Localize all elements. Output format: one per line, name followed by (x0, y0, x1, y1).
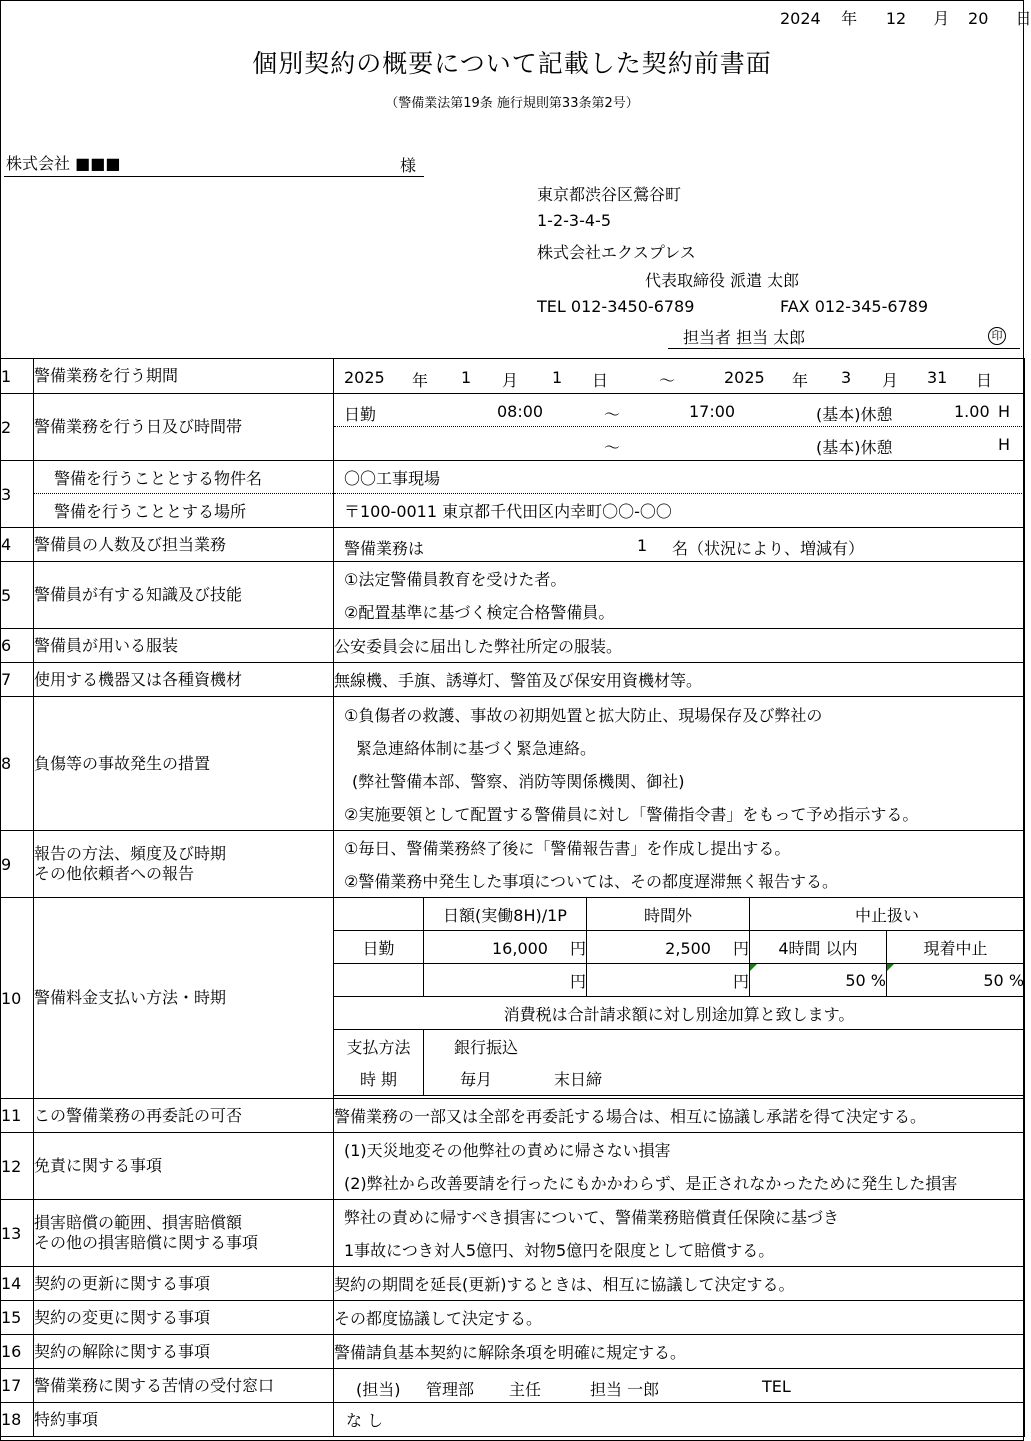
row-label: 警備員が用いる服装 (34, 629, 334, 663)
fee-table (333, 897, 1025, 1096)
pct-value: 50 (983, 970, 1004, 990)
row-number: 13 (1, 1200, 34, 1267)
end-day: 31 (927, 367, 948, 387)
exemption-line: (1)天災地変その他弊社の責めに帰さない損害 (344, 1141, 671, 1160)
property-label: 警備を行うこととする物件名 (34, 461, 333, 494)
row-number: 9 (1, 831, 34, 898)
damage-value (334, 1200, 1025, 1267)
date-year: 2024 (780, 9, 821, 28)
row-9 (1, 831, 1025, 898)
row-number: 17 (1, 1369, 34, 1403)
row-1 (1, 359, 1025, 394)
start-year-unit: 年 (412, 370, 429, 390)
sender-person: 担当者 担当 太郎 (683, 328, 806, 347)
client-honorific: 様 (400, 156, 417, 175)
damage-line: 弊社の責めに帰すべき損害について、警備業務賠償責任保険に基づき (344, 1208, 840, 1227)
report-line: ①毎日、警備業務終了後に「警備報告書」を作成し提出する。 (344, 839, 791, 858)
staff-count: 1 (637, 536, 648, 555)
row-16 (1, 1335, 1025, 1369)
client-underline (4, 176, 424, 177)
fee-pct-1 (750, 964, 887, 997)
pay-method-label: 支払方法 (334, 1030, 424, 1063)
fee-daily-amount: 16,000 (492, 938, 548, 958)
shift-end: 17:00 (689, 402, 736, 421)
row-number: 15 (1, 1301, 34, 1335)
row-3 (1, 461, 1025, 528)
date-day-unit: 日 (1015, 9, 1031, 28)
property-address: 〒100-0011 東京都千代田区内幸町〇〇-〇〇 (344, 502, 672, 521)
fee-blank (334, 898, 424, 931)
row-label: 契約の変更に関する事項 (34, 1301, 334, 1335)
person-underline (668, 348, 1020, 349)
date-month-unit: 月 (933, 9, 950, 28)
subcontract-value: 警備業務の一部又は全部を再委託する場合は、相互に協議し承諾を得て決定する。 (334, 1099, 1025, 1133)
report-line: ②警備業務中発生した事項については、その都度遅滞無く報告する。 (344, 872, 839, 891)
page-title: 個別契約の概要について記載した契約前書面 (252, 49, 772, 78)
row-number: 1 (1, 359, 34, 394)
fee-blank (334, 964, 424, 997)
sender-fax: FAX 012-345-6789 (780, 297, 929, 316)
damage-label-line: その他の損害賠償に関する事項 (34, 1233, 259, 1252)
row-label: 負傷等の事故発生の措置 (34, 697, 334, 831)
pay-time-cycle: 毎月 (460, 1070, 493, 1090)
fee-cancel-within: 4時間 以内 (750, 931, 887, 964)
row-14 (1, 1267, 1025, 1301)
shift-kind: 日勤 (344, 405, 377, 424)
date-day: 20 (968, 9, 989, 28)
document-date (780, 6, 1031, 29)
row-2 (1, 394, 1025, 461)
location-label: 警備を行うこととする場所 (54, 502, 247, 521)
report-value (334, 831, 1025, 898)
row-number: 7 (1, 663, 34, 697)
row-label: 契約の更新に関する事項 (34, 1267, 334, 1301)
row-number: 11 (1, 1099, 34, 1133)
row-label: 警備業務に関する苦情の受付窓口 (34, 1369, 334, 1403)
page-subtitle: （警備業法第19条 施行規則第33条第2号） (385, 96, 639, 111)
start-month-unit: 月 (502, 370, 519, 390)
row-label (34, 461, 334, 528)
row-label (34, 1200, 334, 1267)
uniform-value: 公安委員会に届出した弊社所定の服装。 (334, 629, 1025, 663)
damage-label-line: 損害賠償の範囲、損害賠償額 (34, 1213, 243, 1232)
row-15 (1, 1301, 1025, 1335)
change-value: その都度協議して決定する。 (334, 1301, 1025, 1335)
damage-line: 1事故につき対人5億円、対物5億円を限度として賠償する。 (344, 1241, 775, 1260)
start-month: 1 (461, 367, 472, 387)
complaint-value (334, 1369, 1025, 1403)
shift2-tilde: ～ (604, 438, 621, 457)
sender-address2: 1-2-3-4-5 (537, 211, 611, 230)
row-number: 2 (1, 394, 34, 461)
complaint-dept: 管理部 (426, 1380, 475, 1399)
end-month: 3 (841, 367, 852, 387)
rest2-unit: H (998, 435, 1011, 454)
row-label: 使用する機器又は各種資機材 (34, 663, 334, 697)
property-value (334, 461, 1025, 528)
rest-label: (基本)休憩 (816, 405, 893, 424)
rest2-label: (基本)休憩 (816, 438, 893, 457)
row-number: 14 (1, 1267, 34, 1301)
fee-value (334, 898, 1025, 1099)
special-value: な し (334, 1403, 1025, 1437)
row-label: 警備員の人数及び担当業務 (34, 528, 334, 562)
accident-value (334, 697, 1025, 831)
rest-hours: 1.00 (954, 402, 990, 421)
pct-unit: % (870, 970, 886, 990)
complaint-tag: (担当) (356, 1380, 401, 1399)
row-label: 特約事項 (34, 1403, 334, 1437)
period-tilde: ～ (659, 370, 676, 390)
row-5 (1, 562, 1025, 629)
seal-stamp: 印 (988, 327, 1006, 345)
fee-cancel-onsite: 現着中止 (887, 931, 1025, 964)
equipment-value: 無線機、手旗、誘導灯、警笛及び保安用資機材等。 (334, 663, 1025, 697)
accident-line: ②実施要領として配置する警備員に対し「警備指令書」をもって予め指示する。 (344, 804, 919, 824)
row-18 (1, 1403, 1025, 1437)
row-label: 契約の解除に関する事項 (34, 1335, 334, 1369)
row-number: 3 (1, 461, 34, 528)
row-17 (1, 1369, 1025, 1403)
pct-value: 50 (845, 970, 866, 990)
end-year-unit: 年 (792, 370, 809, 390)
shift-tilde: ～ (604, 405, 621, 424)
property-name: 〇〇工事現場 (334, 461, 1024, 494)
sender-representative: 代表取締役 派遣 太郎 (645, 271, 800, 290)
complaint-title: 主任 (509, 1380, 542, 1399)
pct-unit: % (1008, 970, 1025, 990)
row-number: 6 (1, 629, 34, 663)
row-number: 18 (1, 1403, 34, 1437)
row-label: 免責に関する事項 (34, 1133, 334, 1200)
report-label-line: その他依頼者への報告 (34, 864, 195, 883)
row-8 (1, 697, 1025, 831)
exemption-value (334, 1133, 1025, 1200)
termination-value: 警備請負基本契約に解除条項を明確に規定する。 (334, 1335, 1025, 1369)
fee-overtime (587, 931, 750, 964)
row-label: 警備員が有する知識及び技能 (34, 562, 334, 629)
contract-table (0, 358, 1025, 1437)
row-number: 4 (1, 528, 34, 562)
report-label-line: 報告の方法、頻度及び時期 (34, 844, 227, 863)
fee-pct-2 (887, 964, 1025, 997)
fee-daily (424, 931, 587, 964)
fee-overtime-amount: 2,500 (665, 938, 711, 958)
fee-yen: 円 (569, 938, 586, 958)
pay-time-cutoff: 末日締 (554, 1070, 603, 1090)
period-value (334, 359, 1025, 394)
row-label (34, 831, 334, 898)
row-label: 警備業務を行う日及び時間帯 (34, 394, 334, 461)
row-11 (1, 1099, 1025, 1133)
row-7 (1, 663, 1025, 697)
renewal-value: 契約の期間を延長(更新)するときは、相互に協議して決定する。 (334, 1267, 1025, 1301)
skills-value (334, 562, 1025, 629)
accident-line: (弊社警備本部、警察、消防等関係機関、御社) (352, 771, 685, 791)
sender-address1: 東京都渋谷区鶯谷町 (537, 185, 682, 204)
accident-line: ①負傷者の救護、事故の初期処置と拡大防止、現場保存及び弊社の (344, 705, 823, 725)
row-13 (1, 1200, 1025, 1267)
staff-note: 名（状況により、増減有） (672, 539, 865, 558)
complaint-person: 担当 一郎 (590, 1380, 660, 1399)
fee-header-daily: 日額(実働8H)/1P (424, 898, 587, 931)
end-month-unit: 月 (882, 370, 899, 390)
fee-header-overtime: 時間外 (587, 898, 750, 931)
row-4 (1, 528, 1025, 562)
end-year: 2025 (724, 367, 765, 387)
row-12 (1, 1133, 1025, 1200)
start-day-unit: 日 (592, 370, 609, 390)
row-6 (1, 629, 1025, 663)
time-value (334, 394, 1025, 461)
start-year: 2025 (344, 367, 385, 387)
row-10 (1, 898, 1025, 1099)
fee-tax-note: 消費税は合計請求額に対し別途加算と致します。 (334, 997, 1025, 1030)
row-label: 警備料金支払い方法・時期 (34, 898, 334, 1099)
fee-header-cancel: 中止扱い (750, 898, 1025, 931)
row-label: 警備業務を行う期間 (34, 359, 334, 394)
row-number: 12 (1, 1133, 34, 1200)
sender-company: 株式会社エクスプレス (537, 243, 696, 262)
date-year-unit: 年 (841, 9, 858, 28)
skills-line: ②配置基準に基づく検定合格警備員。 (344, 603, 615, 622)
client-name: 株式会社 ■■■ (6, 154, 121, 173)
sender-tel: TEL 012-3450-6789 (537, 297, 695, 316)
pay-time-label: 時 期 (334, 1063, 424, 1096)
fee-yen: 円 (587, 964, 750, 997)
start-day: 1 (552, 367, 563, 387)
pay-method-value: 銀行振込 (424, 1030, 1025, 1063)
row-number: 5 (1, 562, 34, 629)
end-day-unit: 日 (976, 370, 993, 390)
staff-value (334, 528, 1025, 562)
row-label: この警備業務の再委託の可否 (34, 1099, 334, 1133)
skills-line: ①法定警備員教育を受けた者。 (344, 570, 567, 589)
staff-text: 警備業務は (344, 539, 425, 558)
rest-unit: H (998, 402, 1011, 421)
shift-start: 08:00 (497, 402, 544, 421)
row-number: 16 (1, 1335, 34, 1369)
fee-yen: 円 (424, 964, 587, 997)
date-month: 12 (885, 9, 907, 28)
accident-line: 緊急連絡体制に基づく緊急連絡。 (356, 738, 597, 758)
pay-time-value (424, 1063, 1025, 1096)
row-number: 8 (1, 697, 34, 831)
complaint-tel: TEL (762, 1377, 791, 1396)
fee-yen: 円 (732, 938, 749, 958)
exemption-line: (2)弊社から改善要請を行ったにもかかわらず、是正されなかったために発生した損害 (344, 1174, 958, 1193)
fee-kind: 日勤 (334, 931, 424, 964)
row-number: 10 (1, 898, 34, 1099)
